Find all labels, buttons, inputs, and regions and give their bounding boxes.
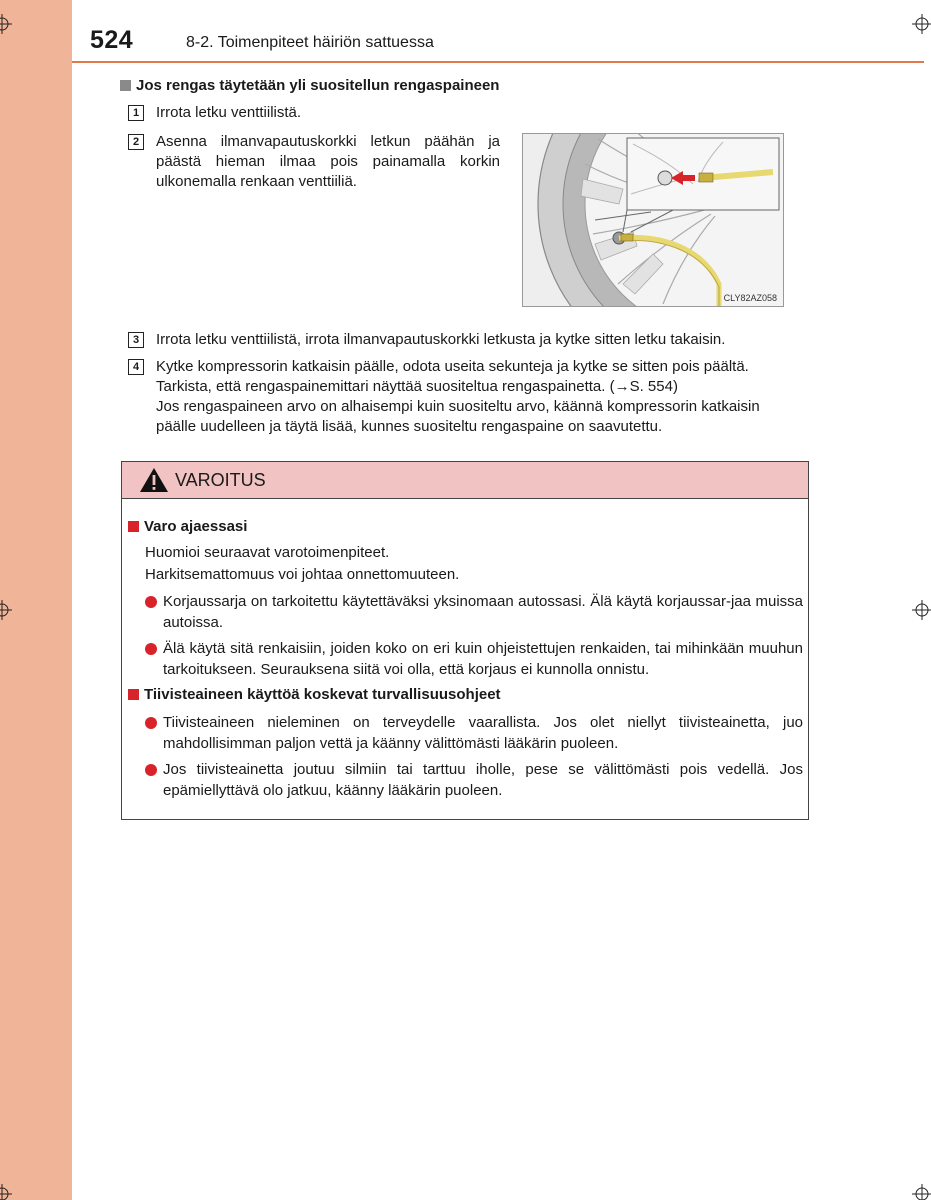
step-1 [128,103,301,123]
warning-section-heading [128,686,501,703]
warning-box [121,461,809,820]
step-number: 1 [128,105,144,121]
red-dot-bullet-icon [145,643,157,655]
warning-bullet [145,759,803,801]
crop-mark-icon [0,1184,12,1200]
step-text: Irrota letku venttiilistä. [156,104,302,121]
step-number: 4 [128,359,144,375]
red-square-bullet-icon [128,521,139,532]
crop-mark-icon [912,14,931,34]
warning-section-heading-text: Tiivisteaineen käyttöä koskevat turvallisuusohjeet [144,686,501,703]
red-square-bullet-icon [128,689,139,700]
red-dot-bullet-icon [145,717,157,729]
warning-bullet-text: Jos tiivisteainetta joutuu silmiin tai tarttuu iholle, pese se välittömästi pois vedellä. Jos epämiellyttävä olo jatkuu, käänny lääkärin puoleen. [163,761,803,799]
step-3 [128,330,725,350]
warning-bullet [145,638,803,680]
step-number: 2 [128,134,144,150]
step-text: Kytke kompressorin katkaisin päälle, odota useita sekunteja ja kytke se sitten pois päältä. Tarkista, että rengaspainemittari näyttää suositeltua rengaspainetta. (→S. 554) Jos rengaspaineen arvo on alhaisempi kuin suositeltu arvo, käännä kompressorin katkaisin päälle uudelleen ja täytä lisää, kunnes suositeltu rengaspaine on saavutettu. [156,358,760,435]
warning-section-heading-text: Varo ajaessasi [144,518,248,535]
section-title: 8-2. Toimenpiteet häiriön sattuessa [186,34,434,51]
crop-mark-icon [912,1184,931,1200]
red-dot-bullet-icon [145,764,157,776]
step-4 [128,357,760,437]
warning-text-line: Huomioi seuraavat varotoimenpiteet. [145,544,390,561]
step-number: 3 [128,332,144,348]
page-number: 524 [90,26,134,54]
tire-valve-figure [522,133,784,307]
crop-mark-icon [0,600,12,620]
red-dot-bullet-icon [145,596,157,608]
main-heading [120,77,499,94]
warning-bullet-text: Tiivisteaineen nieleminen on terveydelle vaarallista. Jos olet niellyt tiivisteainetta, juo mahdollisimman paljon vettä ja käänny välittömästi lääkärin puoleen. [163,714,803,752]
step-2 [128,132,500,192]
gray-square-bullet-icon [120,80,131,91]
figure-code: CLY82AZ058 [723,293,777,303]
warning-bullet-text: Korjaussarja on tarkoitettu käytettäväksi yksinomaan autossasi. Älä käytä korjaussar-jaa muissa autoissa. [163,593,803,631]
warning-bullet [145,712,803,754]
crop-mark-icon [0,14,12,34]
warning-header [122,462,808,499]
main-heading-text: Jos rengas täytetään yli suositellun rengaspaineen [136,77,500,94]
step-text: Irrota letku venttiilistä, irrota ilmanvapautuskorkki letkusta ja kytke sitten letku takaisin. [156,331,726,348]
warning-text-line: Harkitsemattomuus voi johtaa onnettomuuteen. [145,566,460,583]
crop-mark-icon [912,600,931,620]
warning-section-heading [128,518,247,535]
step-text: Asenna ilmanvapautuskorkki letkun päähän ja päästä hieman ilmaa pois painamalla korkin ulkonemalla renkaan venttiiliä. [156,133,500,190]
warning-triangle-icon [139,467,169,493]
header-rule [72,61,924,63]
warning-bullet-text: Älä käytä sitä renkaisiin, joiden koko on eri kuin ohjeistettujen renkaiden, tai mihinkään muuhun tarkoitukseen. Seurauksena siitä voi olla, että korjaus ei kunnolla onnistu. [163,640,803,678]
warning-title: VAROITUS [175,469,266,490]
warning-bullet [145,591,803,633]
